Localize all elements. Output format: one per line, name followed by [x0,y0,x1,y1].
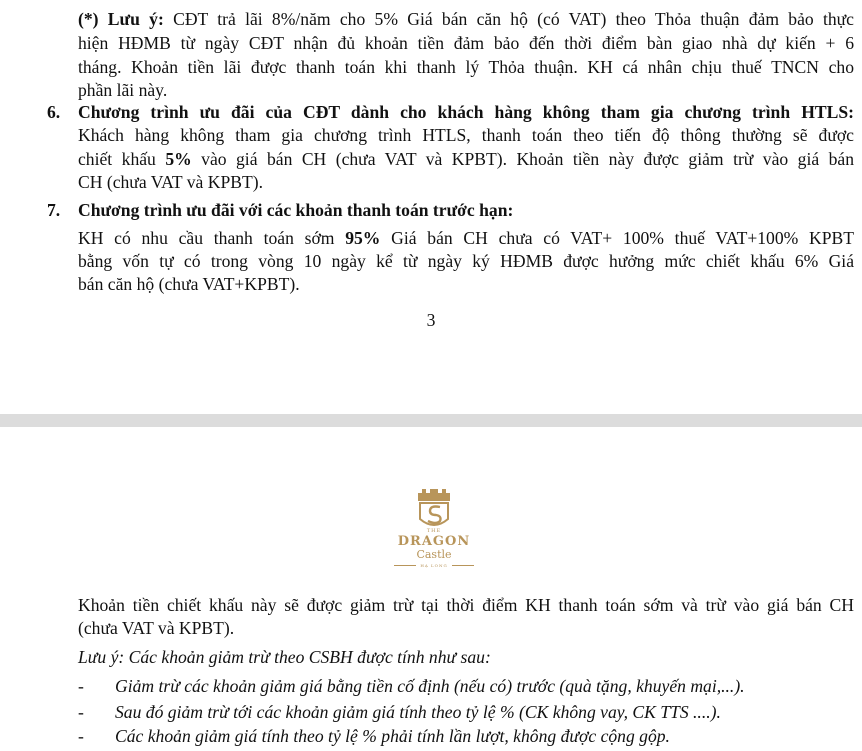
item-7-line-3: bán căn hộ (chưa VAT+KPBT). [78,274,300,294]
logo-name-dragon: DRAGON [397,534,471,549]
item-6-line-3: CH (chưa VAT và KPBT). [78,172,263,192]
note-heading: Lưu ý: Các khoản giảm trừ theo CSBH được tính như sau: [78,647,491,667]
item-7-line-1: KH có nhu cầu thanh toán sớm 95% Giá bán CH chưa có VAT+ 100% thuế VAT+100% KPBT [78,228,855,248]
page-separator [0,414,862,427]
note-label: (*) Lưu ý: [78,9,164,29]
logo-divider-left [394,565,416,566]
bullet-dash-2: - [78,702,84,722]
bullet-dash-3: - [78,726,84,746]
item-6-heading: Chương trình ưu đãi của CĐT dành cho khách hàng không tham gia chương trình HTLS: [78,102,854,122]
page-number: 3 [426,310,436,330]
note-line-1: (*) Lưu ý: CĐT trả lãi 8%/năm cho 5% Giá bán căn hộ (có VAT) theo Thỏa thuận đảm bảo thực [78,9,854,29]
discount-paragraph-line-2: (chưa VAT và KPBT). [78,618,235,638]
item-6-line-1: Khách hàng không tham gia chương trình HTLS, thanh toán theo tiến độ thông thường sẽ được [78,125,854,145]
bullet-dash-1: - [78,676,84,696]
bullet-item-1: Giảm trừ các khoản giảm giá bằng tiền cố định (nếu có) trước (quà tặng, khuyến mại,...). [115,676,745,696]
bullet-item-3: Các khoản giảm giá tính theo tỷ lệ % phải tính lần lượt, không được cộng gộp. [115,726,670,746]
document-page-4 [0,427,862,751]
item-6-number: 6. [47,102,61,122]
item-6-line-2: chiết khấu 5% vào giá bán CH (chưa VAT và KPBT). Khoản tiền này được giảm trừ vào giá bán [78,149,855,169]
logo-the: THE [426,528,442,534]
item-7-number: 7. [47,200,61,220]
bullet-item-2: Sau đó giảm trừ tới các khoản giảm giá tính theo tỷ lệ % (CK không vay, CK TTS ....). [115,702,721,722]
logo-name-castle: Castle [416,548,452,561]
logo-divider-right [452,565,474,566]
item-7-line-2: bằng vốn tự có trong vòng 10 ngày kể từ ngày ký HĐMB được hưởng mức chiết khấu 6% Giá [78,251,854,271]
note-line-4: phần lãi này. [78,80,168,100]
dragon-castle-logo [386,483,482,573]
note-line-3: tháng. Khoản tiền lãi được thanh toán khi thanh lý Thỏa thuận. KH cá nhân chịu thuế TNCN cho [78,57,854,77]
discount-paragraph-line-1: Khoản tiền chiết khấu này sẽ được giảm trừ tại thời điểm KH thanh toán sớm và trừ vào giá bán CH [78,595,854,615]
item-7-heading: Chương trình ưu đãi với các khoản thanh toán trước hạn: [78,200,514,220]
logo-halong: HẠ LONG [420,563,448,568]
castle-emblem-icon [414,487,454,531]
note-line-2: hiện HĐMB từ ngày CĐT nhận đủ khoản tiền đảm bảo đến thời điểm bàn giao nhà dự kiến + 6 [78,33,854,53]
